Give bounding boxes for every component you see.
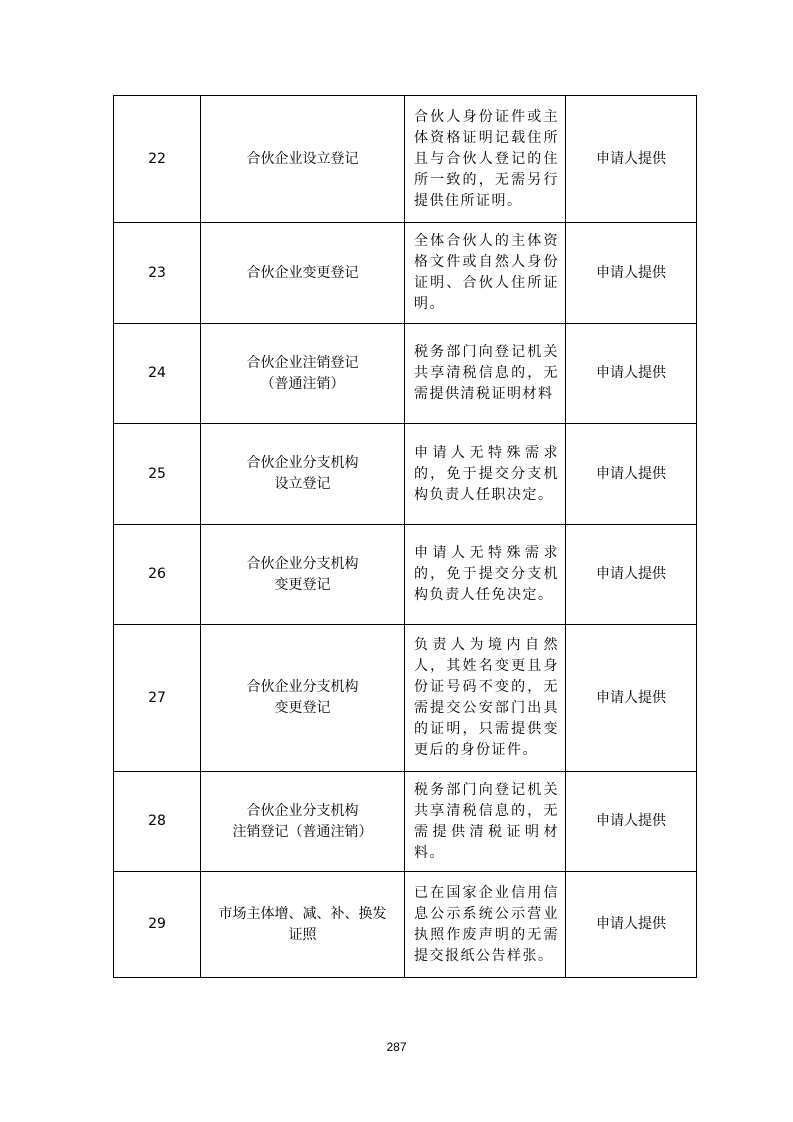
row-number: 27: [114, 625, 201, 772]
table-row: [114, 772, 697, 872]
item-name: [201, 625, 405, 772]
item-name-line: 变更登记: [274, 700, 331, 716]
item-name: [201, 324, 405, 424]
materials-table: [113, 95, 697, 978]
table-row: [114, 625, 697, 772]
table-row: [114, 324, 697, 424]
page-number: 287: [386, 1040, 407, 1054]
row-number: 22: [114, 96, 201, 223]
item-source: 申请人提供: [566, 424, 697, 525]
row-number: 23: [114, 223, 201, 324]
item-description: 申请人无特殊需求的，免于提交分支机构负责人任职决定。: [405, 424, 566, 525]
item-name-line: 市场主体增、减、补、换发: [218, 905, 387, 922]
item-name: [201, 424, 405, 525]
row-number: 28: [114, 772, 201, 872]
item-name-line: 合伙企业变更登记: [246, 264, 359, 281]
item-source: 申请人提供: [566, 223, 697, 324]
row-number: 24: [114, 324, 201, 424]
item-description: 税务部门向登记机关共享清税信息的，无需提供清税证明材料。: [405, 772, 566, 872]
item-name: [201, 96, 405, 223]
item-description: 合伙人身份证件或主体资格证明记载住所且与合伙人登记的住所一致的，无需另行提供住所证明。: [405, 96, 566, 223]
row-number: 25: [114, 424, 201, 525]
item-name: [201, 872, 405, 978]
item-name-line: 合伙企业分支机构: [246, 455, 359, 471]
item-description: 全体合伙人的主体资格文件或自然人身份证明、合伙人住所证明。: [405, 223, 566, 324]
row-number: 29: [114, 872, 201, 978]
item-name-line: 合伙企业设立登记: [246, 150, 359, 167]
item-description: 申请人无特殊需求的，免于提交分支机构负责人任免决定。: [405, 525, 566, 625]
item-name: [201, 772, 405, 872]
table-row: [114, 96, 697, 223]
item-description: 负责人为境内自然人，其姓名变更且身份证号码不变的，无需提交公安部门出具的证明，只需提供变更后的身份证件。: [405, 625, 566, 772]
item-name-line: 合伙企业分支机构: [246, 802, 359, 819]
table-row: [114, 525, 697, 625]
table-row: [114, 223, 697, 324]
item-name: [201, 223, 405, 324]
item-name-line: 设立登记: [274, 476, 331, 492]
table-row: [114, 872, 697, 978]
item-source: 申请人提供: [566, 324, 697, 424]
item-description: 已在国家企业信用信息公示系统公示营业执照作废声明的无需提交报纸公告样张。: [405, 872, 566, 978]
item-name: [201, 525, 405, 625]
item-name-line: （普通注销）: [260, 375, 345, 392]
item-source: 申请人提供: [566, 625, 697, 772]
item-source: 申请人提供: [566, 96, 697, 223]
item-source: 申请人提供: [566, 772, 697, 872]
item-name-line: 证照: [288, 926, 317, 943]
row-number: 26: [114, 525, 201, 625]
table-row: [114, 424, 697, 525]
item-name-line: 合伙企业分支机构: [246, 555, 359, 572]
item-description: 税务部门向登记机关共享清税信息的，无需提供清税证明材料: [405, 324, 566, 424]
item-name-line: 变更登记: [274, 576, 331, 593]
item-source: 申请人提供: [566, 872, 697, 978]
item-name-line: 合伙企业分支机构: [246, 679, 359, 695]
item-source: 申请人提供: [566, 525, 697, 625]
item-name-line: 注销登记（普通注销）: [232, 823, 373, 840]
item-name-line: 合伙企业注销登记: [246, 354, 359, 371]
